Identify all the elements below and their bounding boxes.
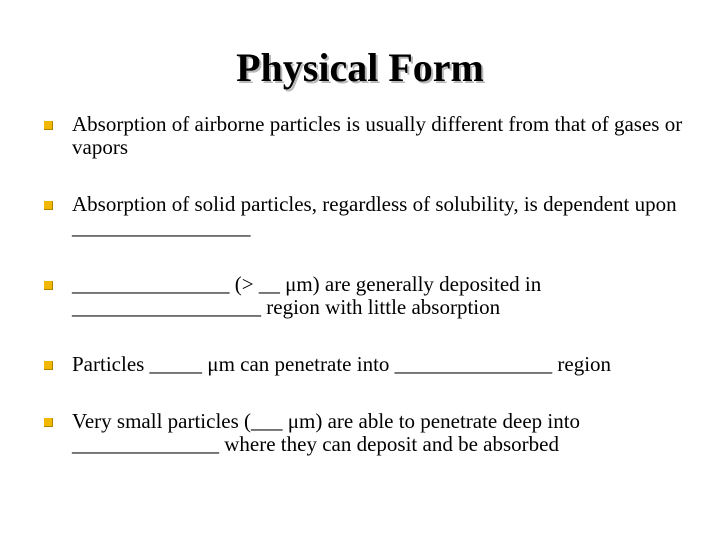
- square-bullet-icon: [44, 418, 53, 427]
- bullet-item: [44, 410, 684, 456]
- bullet-text: _______________ (> __ μm) are generally deposited in __________________ region with little absorption: [72, 272, 542, 319]
- bullet-item: [44, 113, 684, 159]
- bullet-text: Very small particles (___ μm) are able to penetrate deep into ______________ where they can deposit and be absorbed: [72, 409, 581, 456]
- bullet-text: Particles _____ μm can penetrate into _______________ region: [72, 352, 612, 376]
- square-bullet-icon: [44, 121, 53, 130]
- square-bullet-icon: [44, 361, 53, 370]
- bullet-item: [44, 193, 684, 239]
- square-bullet-icon: [44, 201, 53, 210]
- bullet-item: [44, 273, 684, 319]
- bullet-item: [44, 353, 684, 376]
- bullet-text: Absorption of airborne particles is usually different from that of gases or vapors: [72, 112, 683, 159]
- bullet-list: [44, 113, 684, 490]
- bullet-text: Absorption of solid particles, regardless of solubility, is dependent upon _________________: [72, 192, 677, 239]
- slide-title: Physical Form: [236, 45, 484, 90]
- square-bullet-icon: [44, 281, 53, 290]
